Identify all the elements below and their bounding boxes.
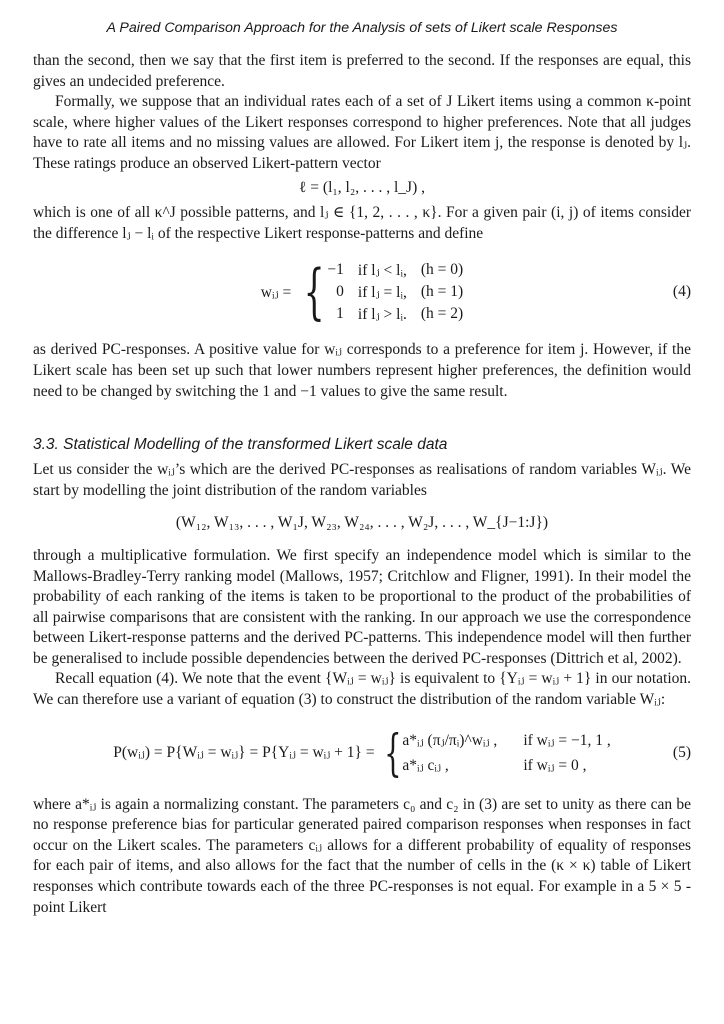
equation-4 xyxy=(33,254,691,330)
paragraph-continuation: than the second, then we say that the first item is preferred to the second. If the responses are equal, this gives an undecided preference. xyxy=(33,52,691,90)
page-body xyxy=(33,51,691,918)
case-h: (h = 2) xyxy=(420,304,464,322)
case-value: 1 xyxy=(336,304,344,322)
equation-likert-pattern: ℓ = (l₁, l₂, . . . , l_J) , xyxy=(299,178,425,196)
case-h: (h = 0) xyxy=(420,260,464,278)
case-expression: a*ᵢⱼ cᵢⱼ , xyxy=(402,756,449,774)
paragraph-random-variables: Let us consider the wᵢⱼ’s which are the derived PC-responses as realisations of random variables Wᵢⱼ. We start by modelling the joint distribution of the random variables xyxy=(33,461,691,499)
equation-joint-distribution: (W₁₂, W₁₃, . . . , W₁J, W₂₃, W₂₄, . . . , W₂J, . . . , W_{J−1:J}) xyxy=(175,514,549,532)
paragraph-multiplicative-model: through a multiplicative formulation. We first specify an independence model which is similar to the Mallows-Bradley-Terry ranking model (Mallows, 1957; Critchlow and Fligner, 1991). In their model the probability of each ranking of the items is taken to be proportional to the product of the probabilities of all pairwise comparisons that are consistent with the ranking. In our approach we use the correspondence between Likert-response patterns and the derived PC-patterns. This independence model will then further be generalised to include possible dependencies between the derived PC-responses (Dittrich et al, 2002). xyxy=(33,546,691,667)
case-value: −1 xyxy=(327,260,344,278)
case-condition: if wᵢⱼ = 0 , xyxy=(523,756,587,774)
case-condition: if wᵢⱼ = −1, 1 , xyxy=(523,731,611,749)
paragraph-formal-setup: Formally, we suppose that an individual rates each of a set of J Likert items using a common κ-point scale, where higher values of the Likert responses correspond to higher preferences. Note that all judges have to rate all items and no missing values are allowed. For Likert item j, the response is denoted by lⱼ. These ratings produce an observed Likert-pattern vector xyxy=(33,93,691,172)
equation-4-lhs: wᵢⱼ = xyxy=(260,283,292,301)
equation-4-cases xyxy=(327,261,463,324)
section-heading: 3.3. Statistical Modelling of the transformed Likert scale data xyxy=(33,436,448,454)
case-condition: if lⱼ = lᵢ, xyxy=(357,283,407,301)
equation-5-lhs: P(wᵢⱼ) = P{Wᵢⱼ = wᵢⱼ} = P{Yᵢⱼ = wᵢⱼ + 1} = xyxy=(113,744,375,762)
paragraph-recall-equation: Recall equation (4). We note that the event {Wᵢⱼ = wᵢⱼ} is equivalent to {Yᵢⱼ = wᵢⱼ + 1} in our notation. We can therefore use a variant of equation (3) to construct the distribution of the random variable Wᵢⱼ: xyxy=(33,670,691,709)
paragraph-patterns: which is one of all κ^J possible patterns, and lⱼ ∈ {1, 2, . . . , κ}. For a given pair (i, j) of items consider the difference lⱼ − lᵢ of the respective Likert response-patterns and define xyxy=(33,204,691,242)
paragraph-derived-responses: as derived PC-responses. A positive value for wᵢⱼ corresponds to a preference for item j. However, if the Likert scale has been set up such that lower numbers represent higher preferences, the definition would need to be changed by switching the 1 and −1 values to give the same result. xyxy=(33,341,691,400)
brace-icon: { xyxy=(303,257,325,328)
case-h: (h = 1) xyxy=(420,282,464,300)
case-condition: if lⱼ < lᵢ, xyxy=(357,261,407,279)
case-value: 0 xyxy=(336,282,344,300)
paragraph-normalizing-constant: where a*ᵢⱼ is again a normalizing constant. The parameters c₀ and c₂ in (3) are set to unity as there can be no response preference bias for particular generated paired comparison responses when responses in fact occur on the Likert scales. The parameters cᵢⱼ allows for a different probability of equality of responses for each pair of items, and also allows for the fact that the number of cells in the (κ × κ) table of Likert responses which contribute towards each of the three PC-responses is not equal. For example in a 5 × 5 -point Likert xyxy=(33,795,691,916)
equation-4-number: (4) xyxy=(672,283,691,301)
equation-5-number: (5) xyxy=(672,743,691,761)
equation-5-cases xyxy=(402,731,610,775)
equation-5 xyxy=(33,725,691,781)
case-expression: a*ᵢⱼ (πⱼ/πᵢ)^wᵢⱼ , xyxy=(402,731,498,749)
brace-icon: { xyxy=(383,723,402,782)
running-header: A Paired Comparison Approach for the Analysis of sets of Likert scale Responses xyxy=(106,20,618,36)
case-condition: if lⱼ > lᵢ. xyxy=(357,305,407,323)
